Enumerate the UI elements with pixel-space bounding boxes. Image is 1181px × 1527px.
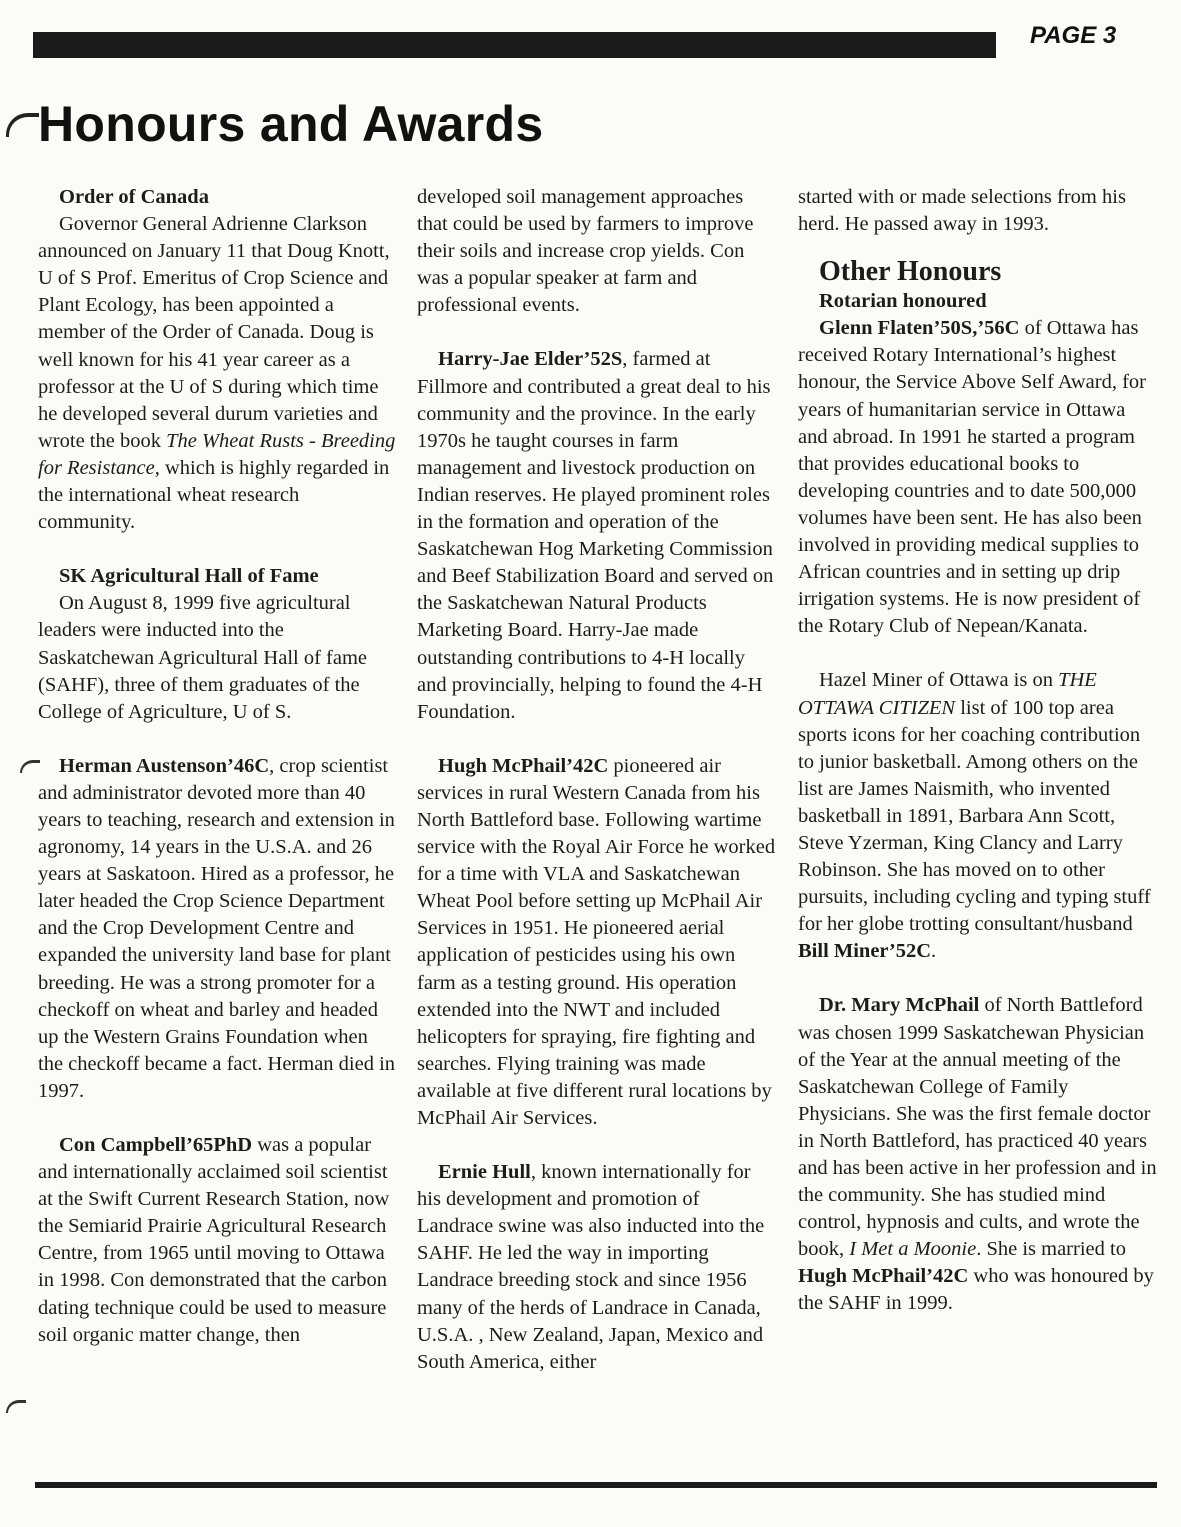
page-number: PAGE 3 [1030,22,1117,49]
margin-mark [20,760,40,773]
column-2 [417,184,779,1403]
person-name: Con Campbell’65PhD [59,1134,253,1156]
section-heading-hall-of-fame: SK Agricultural Hall of Fame [59,565,319,588]
paragraph: Ernie Hull, known internationally for his development and promotion of Landrace swine was also inducted into the SAHF. He led the way in importing Landrace breeding stock and since 1956 many of the herds of Landrace in Canada, U.S.A. , New Zealand, Japan, Mexico and South America, either [417,1161,765,1373]
person-name: Bill Miner’52C [798,940,932,963]
newspaper-title: THE OTTAWA CITIZEN [798,669,1097,719]
person-name: Hugh McPhail’42C [798,1265,969,1288]
paragraph: Governor General Adrienne Clarkson announced on January 11 that Doug Knott, U of S Prof. Emeritus of Crop Science and Plant Ecology, has been appointed a member of the Order of Canada. Doug is well known for his 41 year career as a professor at the U of S during which time he developed several durum varieties and wrote the book The Wheat Rusts - Breeding for Resistance, which is highly regarded in the international wheat research community. [38,213,396,534]
column-3 [798,184,1160,1345]
paragraph: On August 8, 1999 five agricultural leaders were inducted into the Saskatchewan Agricultural Hall of fame (SAHF), three of them graduates of the College of Agriculture, U of S. [38,592,368,723]
person-name: Hugh McPhail’42C [438,754,609,777]
paragraph: Con Campbell’65PhD was a popular and internationally acclaimed soil scientist at the Swift Current Research Station, now the Semiarid Prairie Agricultural Research Centre, from 1965 until moving to Ottawa in 1998. Con demonstrated that the carbon dating technique could be used to measure soil organic matter change, then [38,1134,390,1346]
margin-mark [6,1400,26,1413]
section-heading-order-of-canada: Order of Canada [59,186,209,208]
paragraph: developed soil management approaches that could be used by farmers to improve their soils and increase crop yields. Con was a popular speaker at farm and professional events. [417,186,754,317]
column-1 [38,184,398,1376]
person-name: Harry-Jae Elder’52S [438,348,623,371]
paragraph: Harry-Jae Elder’52S, farmed at Fillmore and contributed a great deal to his community and the province. In the early 1970s he taught courses in farm management and livestock production on Indian reserves. He played prominent roles in the formation and operation of the Saskatchewan Hog Marketing Commission and Beef Stabilization Board and served on the Saskatchewan Natural Products Marketing Board. Harry-Jae made outstanding contributions to 4-H locally and provincially, helping to found the 4-H Foundation. [417,348,774,723]
book-title: I Met a Moonie [849,1238,977,1261]
person-name: Glenn Flaten’50S,’56C [819,317,1020,340]
title-mark [6,113,39,137]
paragraph: Hazel Miner of Ottawa is on THE OTTAWA CITIZEN list of 100 top area sports icons for her coaching contribution to junior basketball. Among others on the list are James Naismith, who invented basketball in 1891, Barbara Ann Scott, Steve Yzerman, King Clancy and Larry Robinson. She has moved on to other pursuits, including cycling and typing stuff for her globe trotting consultant/husband Bill Miner’52C. [798,669,1151,963]
subheading-rotarian: Rotarian honoured [819,290,987,313]
section-heading-other-honours: Other Honours [819,256,1002,288]
person-name: Ernie Hull [438,1161,531,1184]
page-title: Honours and Awards [38,96,544,152]
paragraph: Dr. Mary McPhail of North Battleford was chosen 1999 Saskatchewan Physician of the Year at the annual meeting of the Saskatchewan College of Family Physicians. She was the first female doctor in North Battleford, has practiced 40 years and has been active in her profession and in the community. She has studied mind control, hypnosis and cults, and wrote the book, I Met a Moonie. She is married to Hugh McPhail’42C who was honoured by the SAHF in 1999. [798,994,1157,1315]
paragraph: Glenn Flaten’50S,’56C of Ottawa has received Rotary International’s highest honour, the Service Above Self Award, for years of humanitarian service in Ottawa and abroad. In 1991 he started a program that provides educational books to developing countries and to date 500,000 volumes have been sent. He has also been involved in providing medical supplies to African countries and in setting up drip irrigation systems. He is now president of the Rotary Club of Nepean/Kanata. [798,317,1146,638]
paragraph: Hugh McPhail’42C pioneered air services in rural Western Canada from his North Battleford base. Following wartime service with the Royal Air Force he worked for a time with VLA and Saskatchewan Wheat Pool before setting up McPhail Air Services in 1951. He pioneered aerial application of pesticides using his own farm as a testing ground. His operation extended into the NWT and included helicopters for spraying, fire fighting and searches. Flying training was made available at five different rural locations by McPhail Air Services. [417,754,776,1129]
paragraph: started with or made selections from his herd. He passed away in 1993. [798,186,1126,236]
person-name: Herman Austenson’46C [59,754,270,777]
header-bar [33,32,996,58]
footer-rule [35,1482,1157,1488]
book-title: The Wheat Rusts - Breeding for Resistance [38,429,396,479]
paragraph: Herman Austenson’46C, crop scientist and administrator devoted more than 40 years to teaching, research and extension in agronomy, 14 years in the U.S.A. and 26 years at Saskatoon. Hired as a professor, he later headed the Crop Science Department and the Crop Development Centre and expanded the university land base for plant breeding. He was a strong promoter for a checkoff on wheat and barley and headed up the Western Grains Foundation when the checkoff became a fact. Herman died in 1997. [38,754,396,1102]
person-name: Dr. Mary McPhail [819,994,980,1017]
